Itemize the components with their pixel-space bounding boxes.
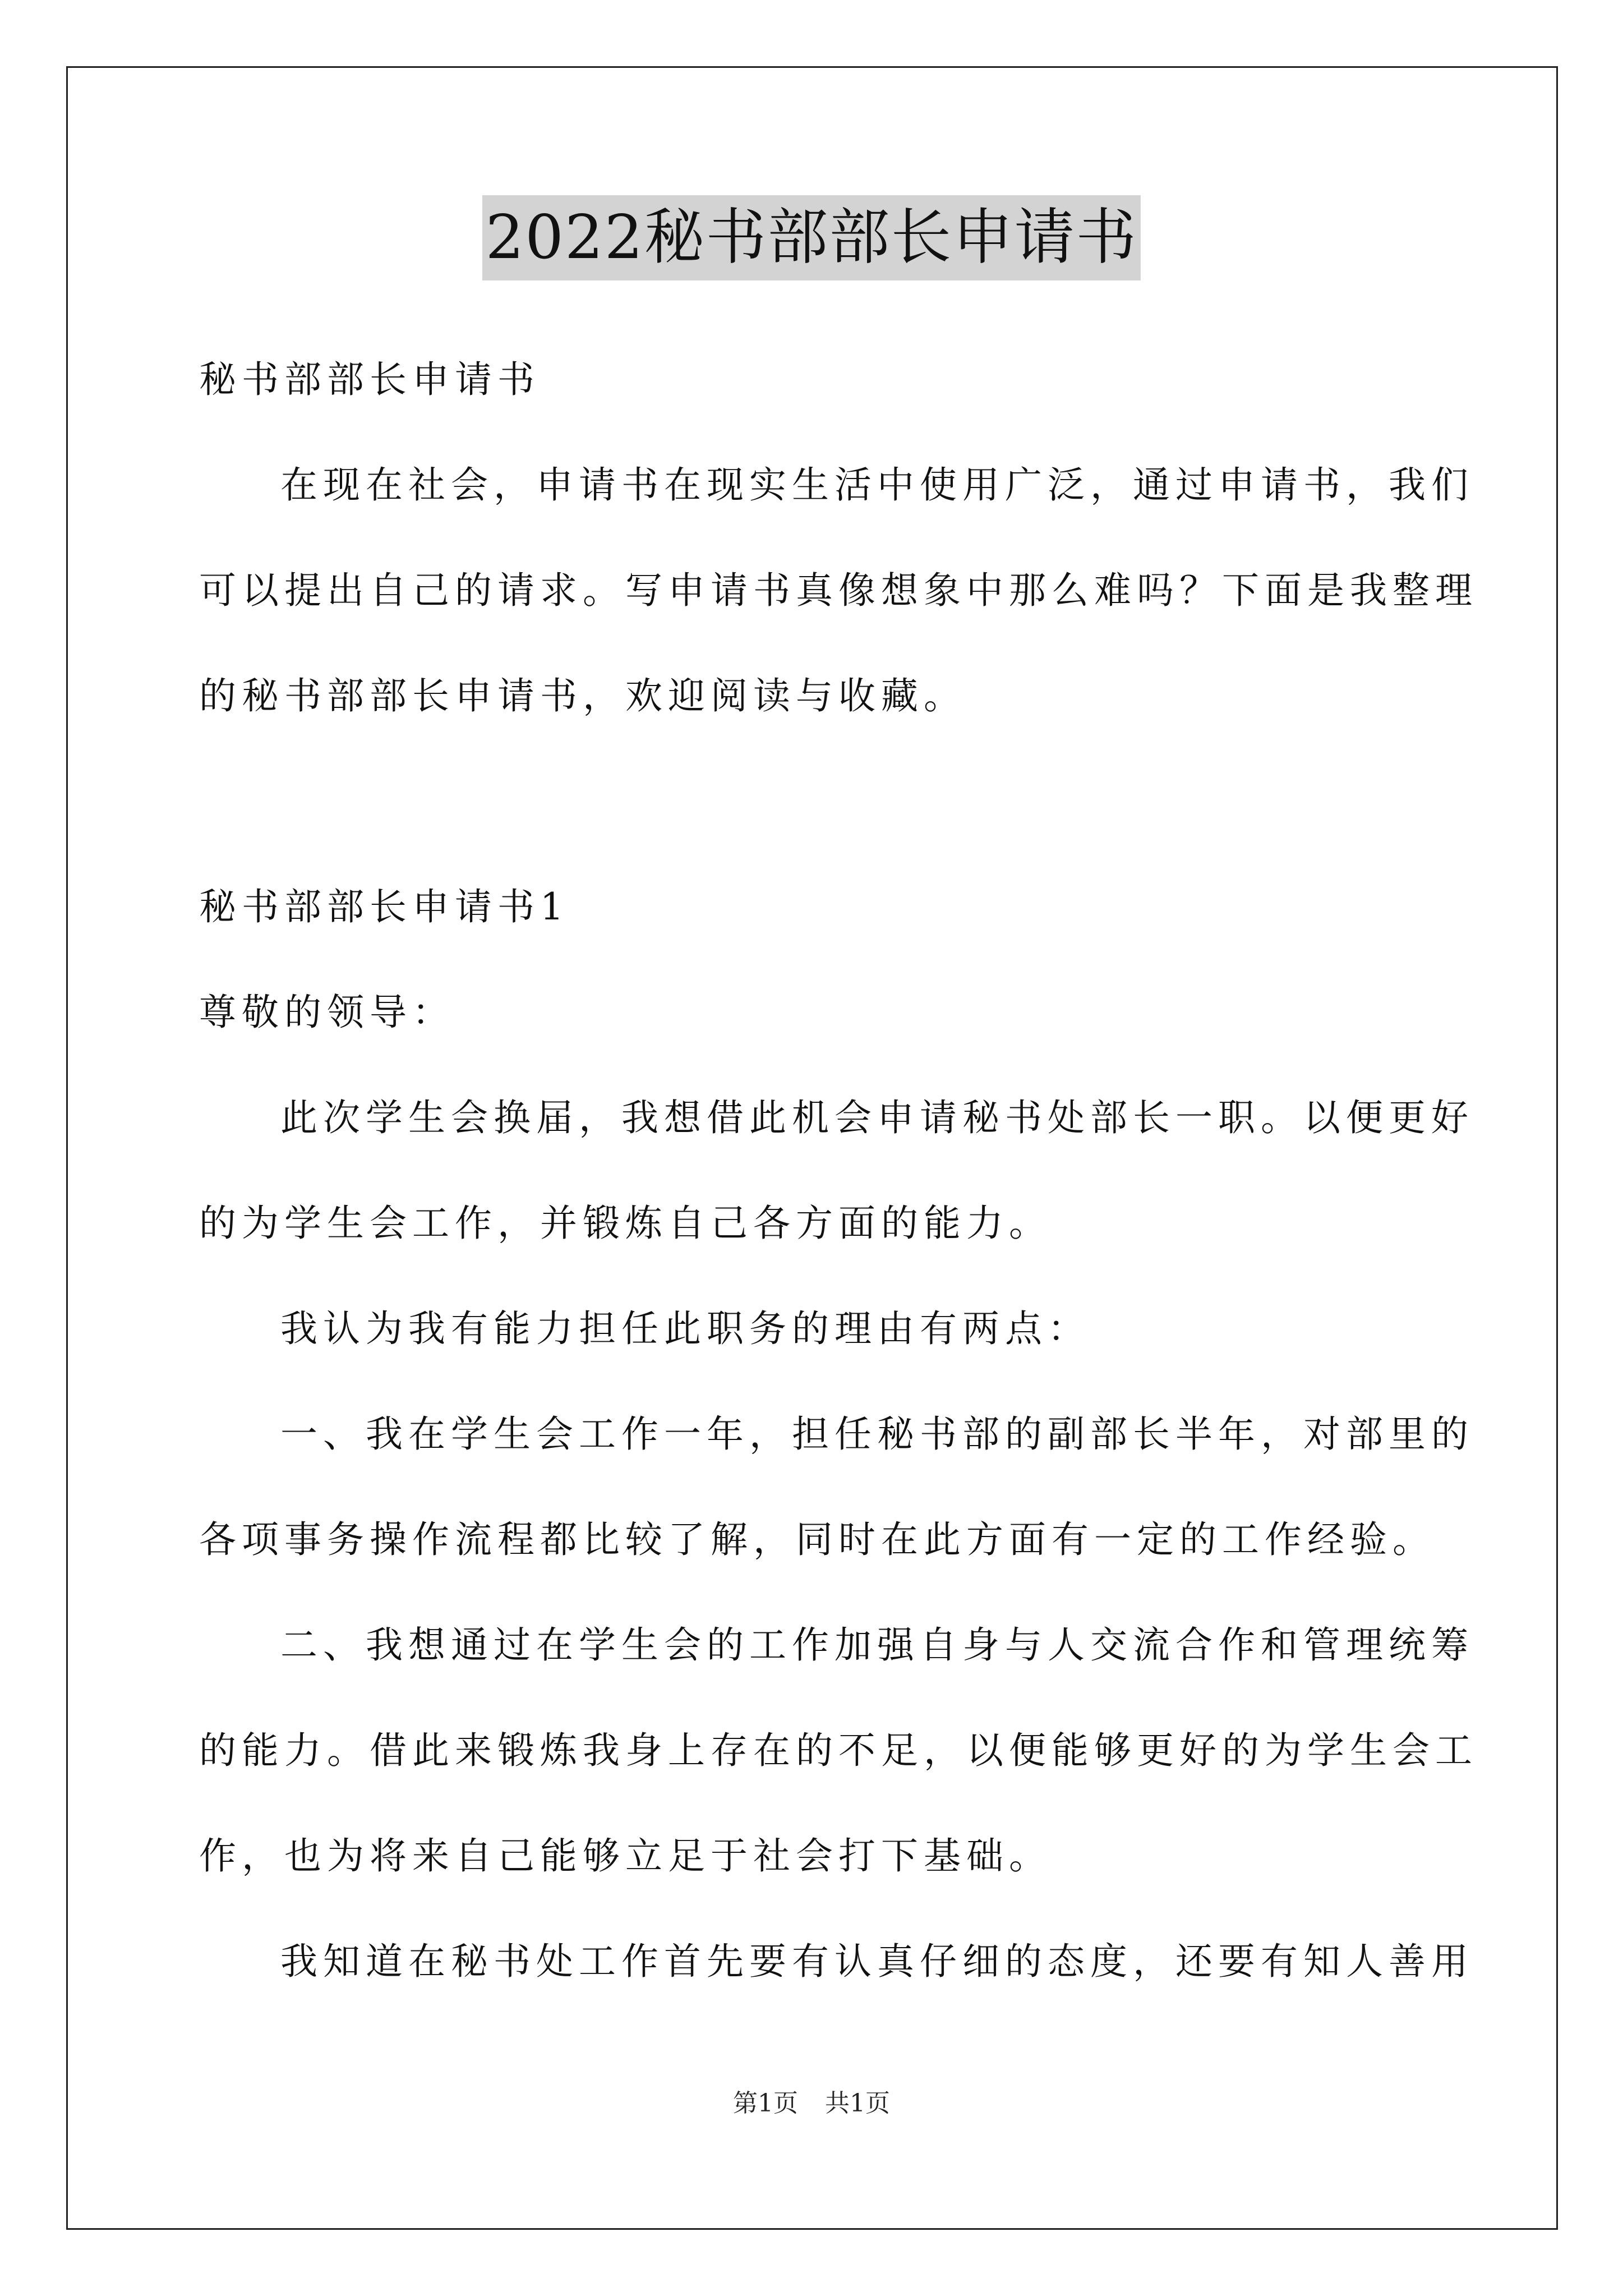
title-container bbox=[0, 195, 1623, 280]
salutation-line: 尊敬的领导： bbox=[199, 991, 455, 1034]
paragraph-line: 各项事务操作流程都比较了解，同时在此方面有一定的工作经验。 bbox=[199, 1518, 1435, 1561]
paragraph-line: 的秘书部部长申请书，欢迎阅读与收藏。 bbox=[199, 674, 966, 717]
paragraph-line: 的能力。借此来锻炼我身上存在的不足，以便能够更好的为学生会工 bbox=[199, 1729, 1478, 1772]
page-number-current: 第1页 bbox=[733, 2089, 798, 2118]
paragraph-line: 一、我在学生会工作一年，担任秘书部的副部长半年，对部里的 bbox=[280, 1412, 1474, 1456]
subtitle-line: 秘书部部长申请书 bbox=[199, 358, 540, 401]
paragraph-line: 可以提出自己的请求。写申请书真像想象中那么难吗？下面是我整理 bbox=[199, 569, 1478, 612]
paragraph-line: 我认为我有能力担任此职务的理由有两点： bbox=[280, 1307, 1090, 1350]
paragraph-line: 作，也为将来自己能够立足于社会打下基础。 bbox=[199, 1834, 1052, 1878]
document-title: 2022秘书部部长申请书 bbox=[482, 195, 1141, 280]
page-footer bbox=[0, 2087, 1623, 2120]
paragraph-line: 在现在社会，申请书在现实生活中使用广泛，通过申请书，我们 bbox=[280, 463, 1474, 507]
page-number-total: 共1页 bbox=[825, 2089, 890, 2118]
paragraph-line: 的为学生会工作，并锻炼自己各方面的能力。 bbox=[199, 1202, 1052, 1245]
paragraph-line: 二、我想通过在学生会的工作加强自身与人交流合作和管理统筹 bbox=[280, 1623, 1474, 1667]
paragraph-line: 我知道在秘书处工作首先要有认真仔细的态度，还要有知人善用 bbox=[280, 1940, 1474, 1983]
paragraph-line: 此次学生会换届，我想借此机会申请秘书处部长一职。以便更好 bbox=[280, 1096, 1474, 1139]
section-heading: 秘书部部长申请书1 bbox=[199, 885, 569, 928]
